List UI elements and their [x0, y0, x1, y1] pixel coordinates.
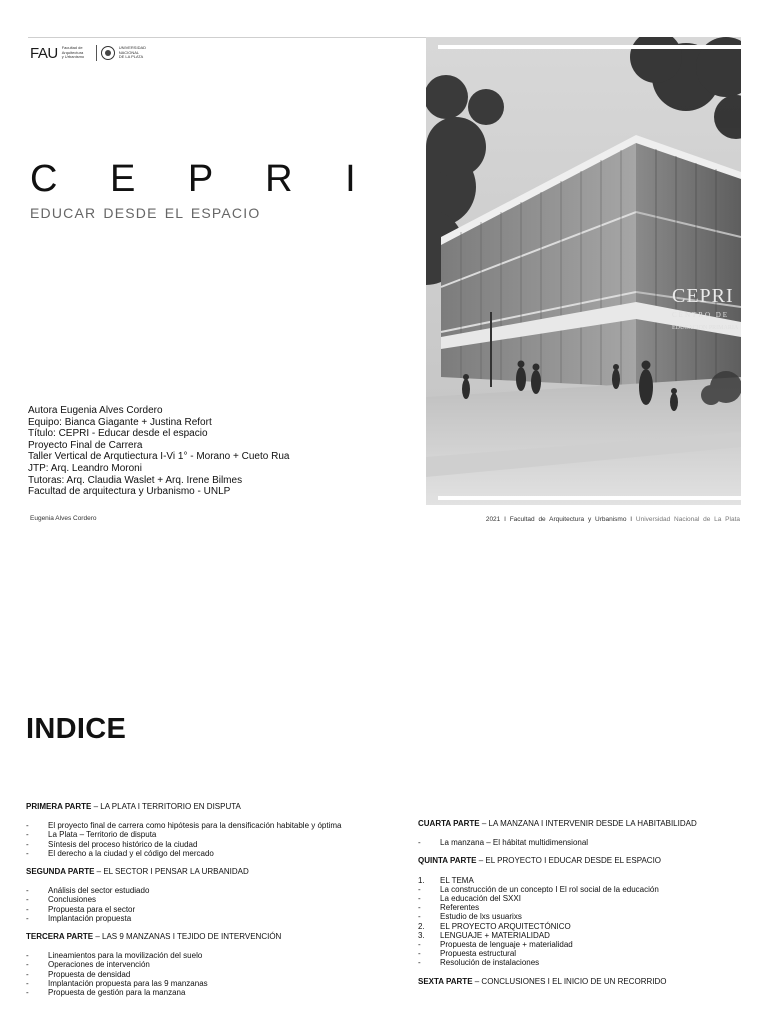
credit-line: Título: CEPRI - Educar desde el espacio	[28, 428, 208, 440]
section-item-list	[418, 838, 758, 847]
credit-line: Tutoras: Arq. Claudia Waslet + Arq. Irene Bilmes	[28, 474, 243, 486]
index-item: - Resolución de instalaciones	[418, 958, 540, 968]
index-item: - Implantación propuesta	[26, 913, 132, 923]
section-heading: PRIMERA PARTE – LA PLATA I TERRITORIO EN DISPUTA	[26, 802, 241, 811]
credit-line: Proyecto Final de Carrera	[28, 439, 143, 451]
credit-line: Facultad de arquitectura y Urbanismo - UNLP	[28, 486, 231, 498]
render-sign-title: CEPRI	[672, 285, 734, 307]
index-item: - La educación del SXXI	[418, 894, 521, 904]
render-sign-line2: CENTRO DE	[672, 311, 730, 319]
university-seal-icon	[101, 46, 115, 60]
section-heading: QUINTA PARTE – EL PROYECTO I EDUCAR DESDE EL ESPACIO	[418, 856, 662, 866]
render-frame-top	[438, 45, 741, 49]
project-title: C E P R I	[30, 158, 377, 200]
index-item: - Propuesta de lenguaje + materialidad	[418, 940, 573, 950]
index-item: - El proyecto final de carrera como hipótesis para la densificación habitable y óptima	[26, 821, 342, 831]
index-item: 2. EL PROYECTO ARQUITECTÓNICO	[418, 921, 571, 931]
footer-institution: 2021 I Facultad de Arquitectura y Urbanismo I Universidad Nacional de La Plata	[485, 516, 740, 523]
section-heading: CUARTA PARTE – LA MANZANA I INTERVENIR DESDE LA HABITABILIDAD	[418, 819, 697, 828]
section-item-list	[26, 951, 396, 997]
section-heading: SEXTA PARTE – CONCLUSIONES I EL INICIO DE UN RECORRIDO	[418, 976, 667, 986]
fau-unlp-logo	[30, 42, 153, 64]
section-item-list	[26, 821, 396, 858]
university-name: UNIVERSIDAD NACIONAL DE LA PLATA	[118, 45, 147, 60]
index-column-right	[418, 819, 758, 996]
faculty-name: Facultad de Arquitectura y Urbanismo	[61, 45, 85, 60]
index-item: - Operaciones de intervención	[26, 960, 150, 970]
section-heading: TERCERA PARTE – LAS 9 MANZANAS I TEJIDO DE INTERVENCIÓN	[26, 932, 282, 942]
credit-line: Taller Vertical de Arqutiectura I-Vi 1° - Morano + Cueto Rua	[28, 451, 290, 463]
section-heading: SEGUNDA PARTE – EL SECTOR I PENSAR LA URBANIDAD	[26, 867, 249, 877]
index-item: - Análisis del sector estudiado	[26, 886, 150, 896]
index-item: - Propuesta estructural	[418, 949, 517, 959]
index-item: - La manzana – El hábitat multidimensional	[418, 838, 589, 848]
index-item: - Referentes	[418, 903, 480, 913]
credit-line: Equipo: Bianca Giagante + Justina Refort	[28, 416, 212, 428]
render-sign-line3: EDUCACION PRIMARIA	[672, 325, 739, 331]
credit-line: Autora Eugenia Alves Cordero	[28, 405, 163, 416]
index-item: - Propuesta de densidad	[26, 969, 131, 979]
render-frame-bottom	[438, 496, 741, 500]
index-item: - Propuesta de gestión para la manzana	[26, 988, 186, 998]
index-item: - Propuesta para el sector	[26, 904, 136, 914]
index-item: - La construcción de un concepto I El rol social de la educación	[418, 884, 659, 894]
index-title: INDICE	[26, 713, 127, 745]
section-item-list	[26, 886, 396, 923]
index-column-left	[26, 802, 396, 1006]
index-item: 3. LENGUAJE + MATERIALIDAD	[418, 930, 550, 940]
project-subtitle: EDUCAR DESDE EL ESPACIO	[30, 205, 261, 221]
fau-logotype: FAU	[30, 44, 58, 62]
index-item: - El derecho a la ciudad y el código del mercado	[26, 848, 214, 858]
credit-line: JTP: Arq. Leandro Moroni	[28, 462, 142, 474]
top-rule	[28, 37, 427, 38]
index-item: - La Plata – Territorio de disputa	[26, 830, 157, 840]
index-item: - Implantación propuesta para las 9 manzanas	[26, 978, 208, 988]
credits-block	[28, 405, 289, 498]
logo-divider	[96, 45, 97, 61]
index-item: - Conclusiones	[26, 895, 97, 905]
index-page	[0, 535, 768, 1024]
index-item: - Lineamientos para la movilización del suelo	[26, 951, 203, 961]
building-render-image	[426, 37, 741, 505]
footer-author: Eugenia Alves Cordero	[30, 515, 97, 522]
index-item: - Estudio de lxs usuarixs	[418, 912, 522, 922]
index-item: - Síntesis del proceso histórico de la ciudad	[26, 839, 198, 849]
index-item: 1. EL TEMA	[418, 875, 474, 885]
section-item-list	[418, 876, 758, 968]
